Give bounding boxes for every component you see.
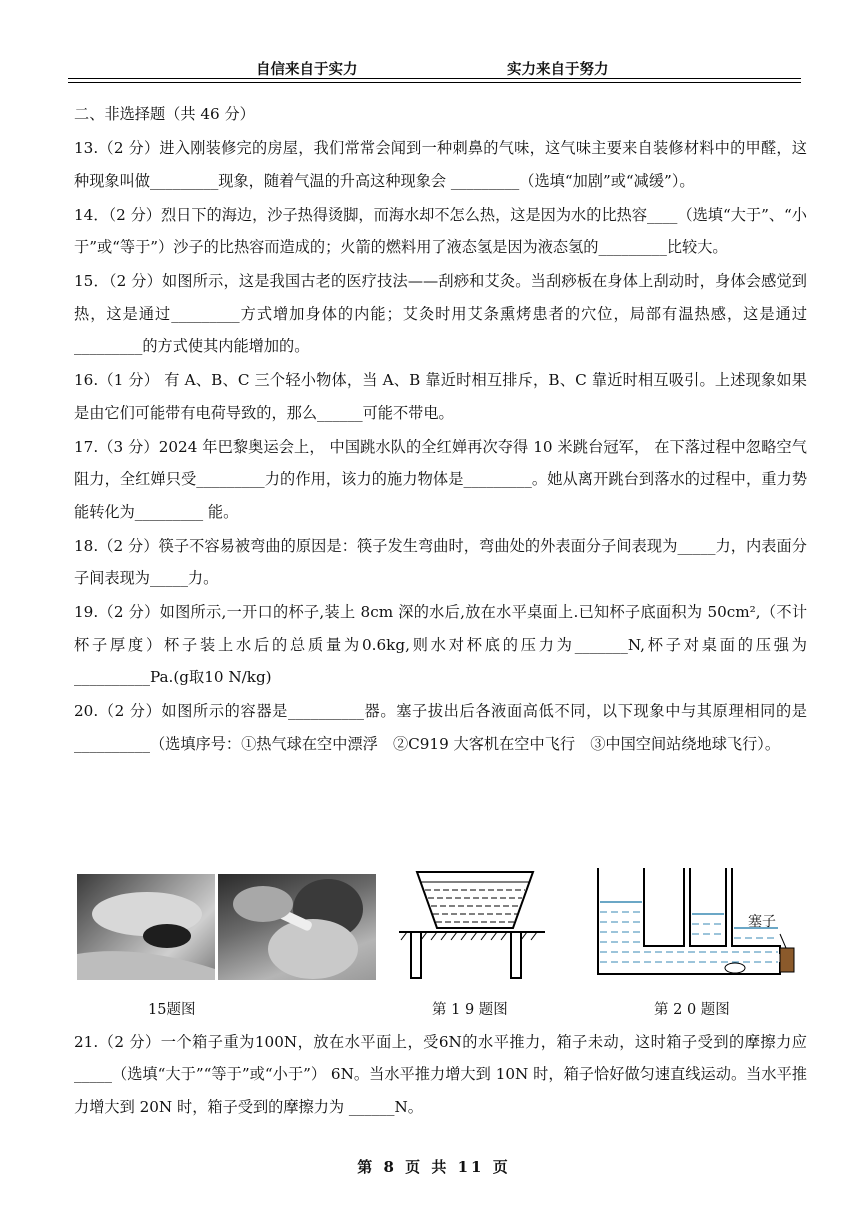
section-title: 二、非选择题（共 46 分）: [74, 105, 255, 123]
header-motto-left: 自信来自于实力: [256, 61, 358, 78]
question-21: 21.（2 分）一个箱子重为100N，放在水平面上，受6N的水平推力，箱子未动，这时箱子受到的摩擦力应_____（选填“大于”“等于”或“小于”） 6N。当水平推力增大到 10N 时，箱子恰好做匀速直线运动。当水平推力增大到 20N 时，箱子受到的摩擦力为 ______N。: [74, 1033, 807, 1116]
question-15: 15．（2 分）如图所示，这是我国古老的医疗技法——刮痧和艾灸。当刮痧板在身体上刮动时，身体会感觉到热，这是通过_________方式增加身体的内能；艾灸时用艾条熏烤患者的穴位，局部有温热感，这是通过_________的方式使其内能增加的。: [74, 272, 807, 356]
header-rule-bottom: [68, 82, 801, 83]
question-17: 17.（3 分）2024 年巴黎奥运会上， 中国跳水队的全红婵再次夺得 10 米跳台冠军， 在下落过程中忽略空气阻力，全红婵只受_________力的作用，该力的施力物体是_________。她从离开跳台到落水的过程中，重力势能转化为_________ 能。: [74, 437, 807, 521]
header-rule-top: [68, 78, 801, 79]
plug-label: 塞子: [748, 914, 776, 930]
figure-20-caption: 第 2 0 题图: [654, 1002, 730, 1018]
figure-15-caption: 15题图: [148, 1002, 196, 1018]
moxibustion-photo: [218, 874, 376, 980]
figure-19-caption: 第 1 9 题图: [432, 1002, 508, 1018]
moxibustion-illustration: [218, 874, 376, 980]
question-13: 13.（2 分）进入刚装修完的房屋，我们常常会闻到一种刺鼻的气味，这气味主要来自装修材料中的甲醛，这种现象叫做_________现象，随着气温的升高这种现象会 _________（选填“加剧”或“减缓”）。: [74, 139, 807, 190]
plug-icon: [780, 948, 794, 972]
question-18: 18.（2 分）筷子不容易被弯曲的原因是：筷子发生弯曲时，弯曲处的外表面分子间表现为_____力，内表面分子间表现为_____力。: [74, 536, 807, 588]
header-motto-right: 实力来自于努力: [507, 61, 609, 78]
gua-sha-photo: [77, 874, 215, 980]
question-14: 14．（2 分）烈日下的海边，沙子热得烫脚，而海水却不怎么热，这是因为水的比热容____（选填“大于”、“小于”或“等于”）沙子的比热容而造成的；火箭的燃料用了液态氢是因为液态氢的_________比较大。: [74, 205, 807, 257]
question-16: 16.（1 分） 有 A、B、C 三个轻小物体，当 A、B 靠近时相互排斥，B、C 靠近时相互吸引。上述现象如果是由它们可能带有电荷导致的，那么______可能不带电。: [74, 371, 807, 422]
page-header: [0, 58, 868, 78]
page-number: 第 8 页 共 11 页: [357, 1158, 511, 1176]
cup-on-table-diagram: [395, 868, 550, 983]
question-20: 20.（2 分）如图所示的容器是__________器。塞子拔出后各液面高低不同，以下现象中与其原理相同的是__________（选填序号：①热气球在空中漂浮 ②C919 大客机在空中飞行 ③中国空间站绕地球飞行）。: [74, 702, 807, 753]
question-21-block: [74, 1026, 807, 1123]
questions-block: [74, 98, 807, 760]
connected-vessel-diagram: [590, 864, 805, 979]
question-19: 19.（2 分）如图所示,一开口的杯子,装上 8cm 深的水后,放在水平桌面上.已知杯子底面积为 50cm²,（不计杯子厚度）杯子装上水后的总质量为0.6kg,则水对杯底的压力为_______N,杯子对桌面的压强为__________Pa.(g取10 N/kg): [74, 603, 807, 687]
gua-sha-illustration: [77, 874, 215, 980]
